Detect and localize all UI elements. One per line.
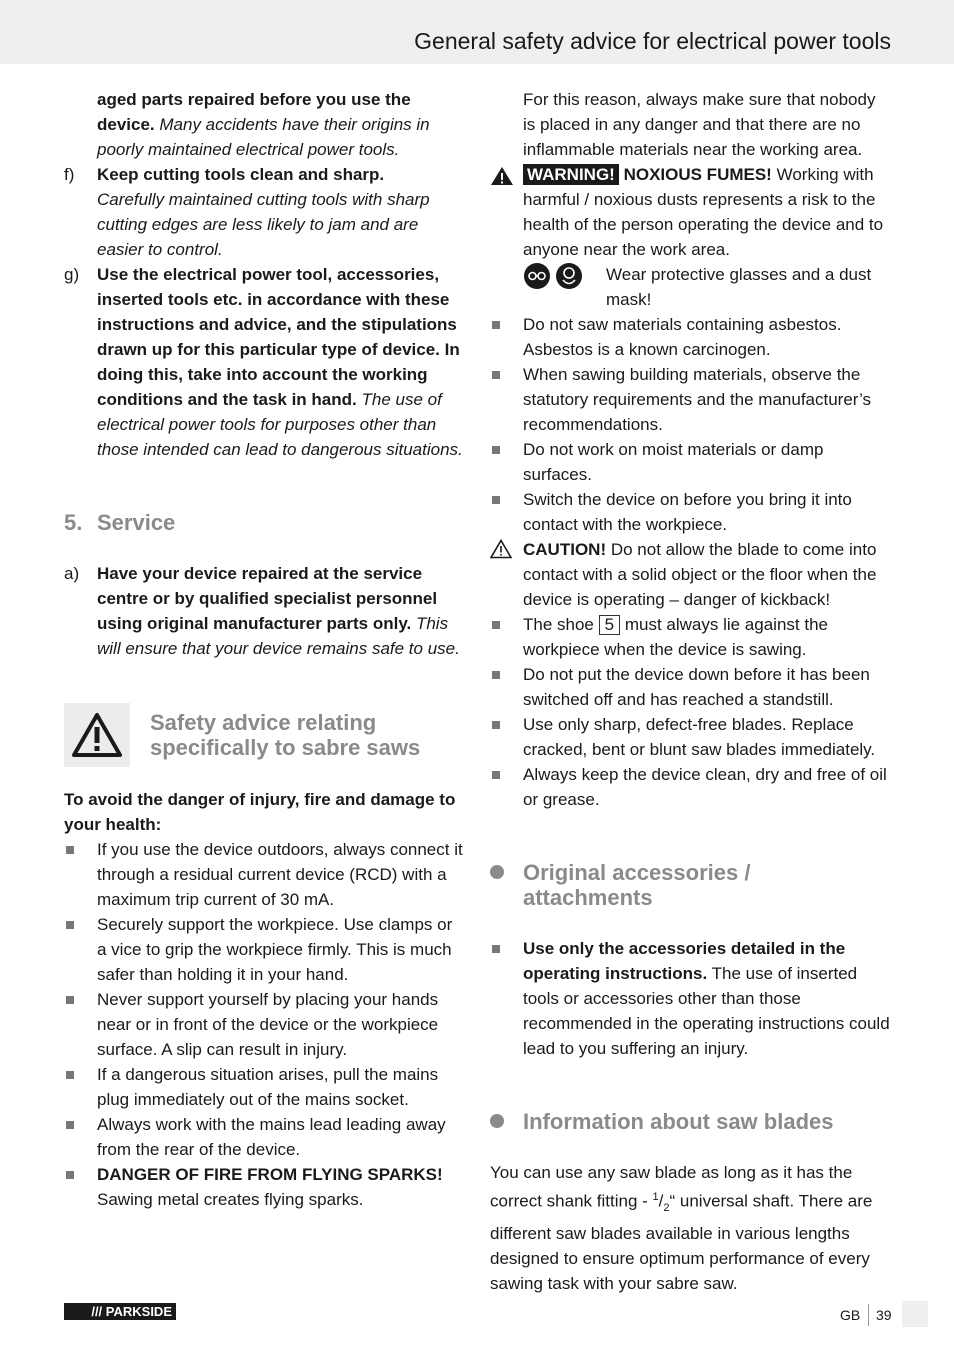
list-item-text: When sawing building materials, observe the statutory requirements and the manufacturer’s recommendations.	[523, 365, 872, 434]
footer-corner-box	[902, 1301, 928, 1327]
sabre-heading: Safety advice relating specifically to sabre saws	[150, 710, 421, 760]
list-item	[64, 1112, 464, 1162]
caution-triangle-icon	[490, 539, 512, 566]
warning-block	[490, 162, 892, 262]
warning-triangle-icon	[71, 712, 123, 758]
intro-bold: To avoid the danger of injury, fire and damage to your health:	[64, 790, 456, 834]
caution-bold: CAUTION!	[523, 540, 607, 559]
blades-text: You can use any saw blade as long as it has the correct shank fitting - $^1/_2“$ universal shaft. There are different saw blades available in various lengths designed to ensure optimum performance of every sawing task with your sabre saw.	[490, 1163, 873, 1294]
service-number: 5.	[64, 510, 83, 535]
shoe-post: must always lie against the workpiece when the device is sawing.	[523, 615, 828, 659]
item-f-marker: f)	[64, 165, 75, 184]
item-a-italic: This will ensure that your device remains safe to use.	[97, 614, 460, 658]
item-g-marker: g)	[64, 265, 80, 284]
list-item-text: Do not work on moist materials or damp surfaces.	[523, 440, 824, 484]
item-g-bold: Use the electrical power tool, accessories, inserted tools etc. in accordance with these instructions and advice, and the stipulations drawn up for this particular type of device. In doing this, take into account the working conditions and the task in hand.	[97, 265, 460, 409]
caution-block	[490, 537, 892, 612]
item-g	[64, 262, 464, 462]
sabre-safety-section-header	[64, 703, 464, 767]
square-bullet-icon	[492, 721, 500, 729]
list-item	[64, 912, 464, 987]
page-title: General safety advice for electrical power tools	[414, 28, 891, 54]
warning-badge: WARNING!	[523, 164, 619, 185]
list-item-shoe	[490, 612, 892, 662]
right-bullet-list-2	[490, 662, 892, 812]
list-item-text: Securely support the workpiece. Use clamps or a vice to grip the workpiece firmly. This is much safer than holding it in your hand.	[97, 915, 453, 984]
list-item	[490, 362, 892, 437]
round-bullet-icon	[490, 1114, 504, 1128]
accessories-heading	[490, 860, 803, 910]
list-item-text: Do not put the device down before it has been switched off and has reached a standstill.	[523, 665, 870, 709]
fraction-numerator: 1	[652, 1191, 659, 1203]
list-item-text: Use only sharp, defect-free blades. Replace cracked, bent or blunt saw blades immediately.	[523, 715, 876, 759]
warning-bold: NOXIOUS FUMES!	[623, 165, 772, 184]
list-item-text: Switch the device on before you bring it into contact with the workpiece.	[523, 490, 852, 534]
list-item	[64, 837, 464, 912]
square-bullet-icon	[66, 921, 74, 929]
accessories-item	[490, 936, 892, 1061]
blades-text-pre: You can use any saw blade as long as it has the correct shank fitting -	[490, 1163, 853, 1211]
list-item-text: If you use the device outdoors, always connect it through a residual current device (RCD) with a maximum trip current of 30 mA.	[97, 840, 463, 909]
square-bullet-icon	[492, 446, 500, 454]
continued-text: For this reason, always make sure that nobody is placed in any danger and that there are no inflammable materials near the working area.	[523, 90, 876, 159]
list-item-text: Never support yourself by placing your hands near or in front of the device or the workpiece surface. A slip can result in injury.	[97, 990, 439, 1059]
warning-text: Working with harmful / noxious dusts represents a risk to the health of the person operating the device and to anyone near the work area.	[523, 165, 884, 259]
square-bullet-icon	[66, 996, 74, 1004]
fraction-denominator: 2	[663, 1202, 670, 1215]
language-code: GB	[840, 1307, 861, 1323]
ppe-text: Wear protective glasses and a dust mask!	[606, 265, 872, 309]
warning-icon-box	[64, 703, 130, 767]
square-bullet-icon	[492, 945, 500, 953]
accessories-bold: Use only the accessories detailed in the operating instructions.	[523, 939, 846, 983]
fire-bold: DANGER OF FIRE FROM FLYING SPARKS!	[97, 1165, 443, 1184]
left-column	[64, 87, 464, 1212]
item-a	[64, 561, 464, 661]
protective-glasses-icon	[523, 262, 551, 297]
list-item-text: Always work with the mains lead leading away from the rear of the device.	[97, 1115, 446, 1159]
item-f	[64, 162, 464, 262]
parkside-logo: /// PARKSIDE	[64, 1303, 176, 1320]
square-bullet-icon	[492, 496, 500, 504]
accessories-text: The use of inserted tools or accessories other than those recommended in the operating instructions could lead to you suffering an injury.	[523, 964, 890, 1058]
caution-text: Do not allow the blade to come into contact with a solid object or the floor when the device is operating – danger of kickback!	[523, 540, 877, 609]
service-heading-text: Service	[97, 510, 176, 535]
square-bullet-icon	[492, 621, 500, 629]
intro-text	[64, 787, 464, 837]
list-item	[490, 712, 892, 762]
warning-small-icon	[490, 166, 514, 193]
blades-heading	[490, 1109, 892, 1134]
list-item-text: Do not saw materials containing asbestos. Asbestos is a known carcinogen.	[523, 315, 842, 359]
square-bullet-icon	[492, 671, 500, 679]
item-g-italic: The use of electrical power tools for purposes other than those intended can lead to dangerous situations.	[97, 390, 463, 459]
list-item	[490, 437, 892, 487]
list-item	[64, 1062, 464, 1112]
list-item	[490, 762, 892, 812]
square-bullet-icon	[66, 1071, 74, 1079]
dust-mask-icon	[555, 262, 583, 297]
square-bullet-icon	[66, 846, 74, 854]
shoe-part-number: 5	[599, 615, 620, 635]
list-item	[64, 987, 464, 1062]
right-column	[490, 87, 892, 1296]
continued-bold: aged parts repaired before you use the device.	[97, 90, 411, 134]
list-item	[490, 487, 892, 537]
page-header	[0, 0, 954, 64]
item-f-italic: Carefully maintained cutting tools with sharp cutting edges are less likely to jam and are easier to control.	[97, 190, 430, 259]
square-bullet-icon	[492, 771, 500, 779]
continued-italic: Many accidents have their origins in poorly maintained electrical power tools.	[97, 115, 430, 159]
square-bullet-icon	[492, 321, 500, 329]
item-f-bold: Keep cutting tools clean and sharp.	[97, 165, 385, 184]
item-a-marker: a)	[64, 564, 80, 583]
right-bullet-list-1	[490, 312, 892, 537]
page-number: 39	[876, 1307, 892, 1323]
service-heading	[64, 510, 464, 535]
list-item-fire	[64, 1162, 464, 1212]
accessories-heading-text: Original accessories / attachments	[523, 860, 751, 910]
left-bullet-list	[64, 837, 464, 1212]
footer-divider	[868, 1304, 869, 1326]
item-a-bold: Have your device repaired at the service centre or by qualified specialist personnel using original manufacturer parts only.	[97, 564, 438, 633]
fire-text: Sawing metal creates flying sparks.	[97, 1190, 364, 1209]
list-item-text: Always keep the device clean, dry and free of oil or grease.	[523, 765, 887, 809]
square-bullet-icon	[66, 1121, 74, 1129]
blades-heading-text: Information about saw blades	[523, 1109, 834, 1134]
continued-item	[64, 87, 464, 162]
round-bullet-icon	[490, 865, 504, 879]
square-bullet-icon	[492, 371, 500, 379]
list-item	[490, 662, 892, 712]
square-bullet-icon	[66, 1171, 74, 1179]
ppe-block	[490, 262, 892, 312]
shoe-pre: The shoe	[523, 615, 594, 634]
blades-text-post: “ universal shaft. There are different saw blades available in various lengths designed to ensure optimum performance of every sawing task with your sabre saw.	[490, 1191, 873, 1294]
list-item	[490, 312, 892, 362]
list-item-text: If a dangerous situation arises, pull the mains plug immediately out of the mains socket.	[97, 1065, 439, 1109]
